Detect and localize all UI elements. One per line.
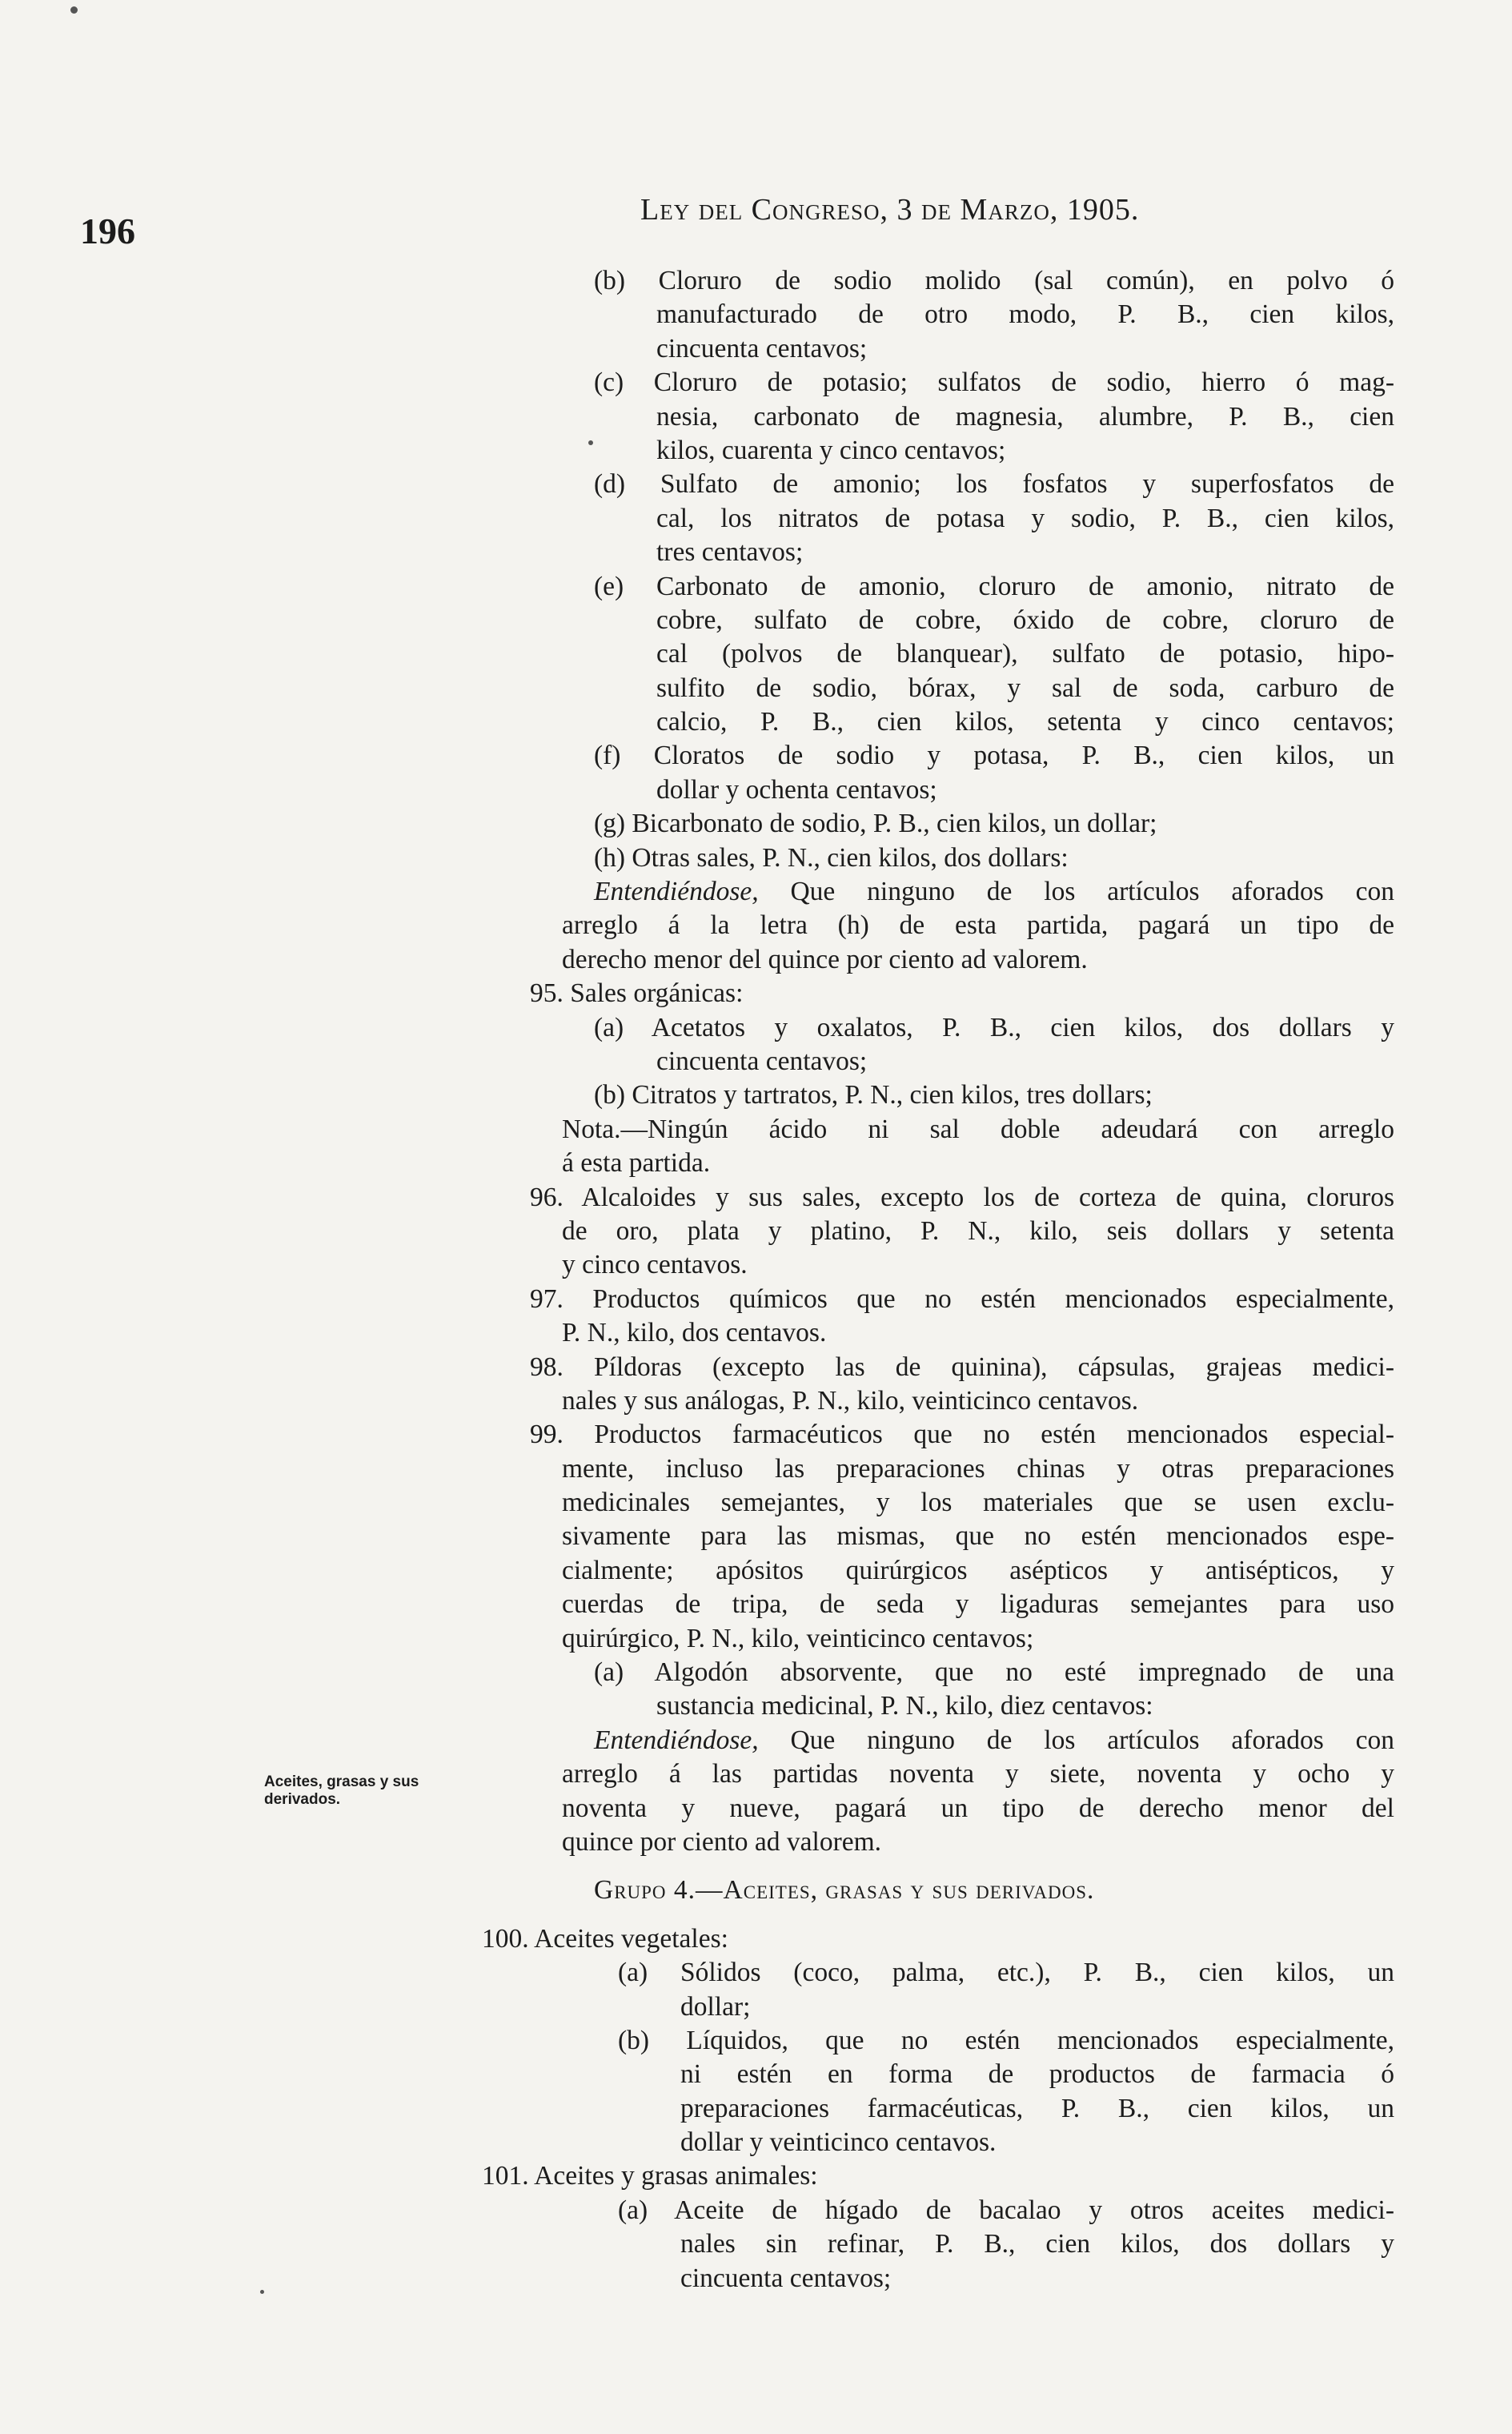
text-line: nales sin refinar, P. B., cien kilos, dos dollars y bbox=[680, 2229, 1394, 2259]
text-line: dollar; bbox=[680, 1991, 751, 2022]
text-line: arreglo á las partidas noventa y siete, noventa y ocho y bbox=[562, 1759, 1394, 1789]
text-line: preparaciones farmacéuticas, P. B., cien kilos, un bbox=[680, 2093, 1394, 2123]
text-line: (a) Algodón absorvente, que no esté impregnado de una bbox=[594, 1657, 1394, 1688]
text-line: derecho menor del quince por ciento ad valorem. bbox=[562, 944, 1088, 974]
text-line: (b) Citratos y tartratos, P. N., cien kilos, tres dollars; bbox=[594, 1080, 1153, 1111]
text-line: 97. Productos químicos que no estén mencionados especialmente, bbox=[530, 1283, 1394, 1314]
text-line: P. N., kilo, dos centavos. bbox=[562, 1318, 827, 1348]
page-number: 196 bbox=[80, 211, 135, 251]
text-line: cobre, sulfato de cobre, óxido de cobre, cloruro de bbox=[656, 604, 1394, 635]
text-line: Nota.—Ningún ácido ni sal doble adeudará con arreglo bbox=[562, 1114, 1394, 1144]
text-line: (a) Sólidos (coco, palma, etc.), P. B., cien kilos, un bbox=[618, 1958, 1394, 1988]
text-line: (d) Sulfato de amonio; los fosfatos y superfosfatos de bbox=[594, 469, 1394, 500]
text-line: calcio, P. B., cien kilos, setenta y cinco centavos; bbox=[656, 707, 1394, 737]
text-line: (a) Aceite de hígado de bacalao y otros aceites medici- bbox=[618, 2195, 1394, 2225]
text-line: 99. Productos farmacéuticos que no estén mencionados especial- bbox=[530, 1420, 1394, 1450]
text-line: de oro, plata y platino, P. N., kilo, seis dollars y setenta bbox=[562, 1215, 1394, 1246]
text-line: tres centavos; bbox=[656, 537, 804, 568]
margin-note: Aceites, grasas y sus derivados. bbox=[264, 1773, 419, 1808]
text-line: (h) Otras sales, P. N., cien kilos, dos dollars: bbox=[594, 842, 1069, 873]
text-line: (b) Cloruro de sodio molido (sal común), en polvo ó bbox=[594, 266, 1394, 295]
text-line: mente, incluso las preparaciones chinas y otras preparaciones bbox=[562, 1453, 1394, 1484]
text-line: cuerdas de tripa, de seda y ligaduras semejantes para uso bbox=[562, 1589, 1394, 1620]
text-line: (e) Carbonato de amonio, cloruro de amonio, nitrato de bbox=[594, 571, 1394, 601]
text-line: Entendiéndose, Que ninguno de los artículos aforados con bbox=[594, 1725, 1394, 1755]
text-line: noventa y nueve, pagará un tipo de derecho menor del bbox=[562, 1793, 1394, 1823]
text-line: arreglo á la letra (h) de esta partida, pagará un tipo de bbox=[562, 910, 1394, 941]
text-line: Entendiéndose, Que ninguno de los artículos aforados con bbox=[594, 877, 1394, 907]
text-line: 96. Alcaloides y sus sales, excepto los de corteza de quina, cloruros bbox=[530, 1182, 1394, 1212]
text-line: (b) Líquidos, que no estén mencionados especialmente, bbox=[618, 2025, 1394, 2055]
text-line: 101. Aceites y grasas animales: bbox=[482, 2161, 818, 2191]
text-line: (a) Acetatos y oxalatos, P. B., cien kilos, dos dollars y bbox=[594, 1012, 1394, 1042]
scan-speck bbox=[588, 440, 593, 445]
text-line: cal, los nitratos de potasa y sodio, P. B., cien kilos, bbox=[656, 503, 1394, 533]
text-line: Grupo 4.—Aceites, grasas y sus derivados. bbox=[594, 1875, 1095, 1906]
text-line: (f) Cloratos de sodio y potasa, P. B., cien kilos, un bbox=[594, 741, 1394, 771]
text-line: 100. Aceites vegetales: bbox=[482, 1923, 728, 1954]
text-line: (g) Bicarbonato de sodio, P. B., cien kilos, un dollar; bbox=[594, 809, 1157, 839]
text-line: ni estén en forma de productos de farmacia ó bbox=[680, 2059, 1394, 2090]
text-line: quirúrgico, P. N., kilo, veinticinco centavos; bbox=[562, 1623, 1034, 1653]
text-line: sulfito de sodio, bórax, y sal de soda, carburo de bbox=[656, 673, 1394, 703]
text-line: medicinales semejantes, y los materiales que se usen exclu- bbox=[562, 1488, 1394, 1518]
running-head: Ley del Congreso, 3 de Marzo, 1905. bbox=[640, 193, 1140, 227]
text-line: nales y sus análogas, P. N., kilo, veinticinco centavos. bbox=[562, 1385, 1139, 1416]
text-line: dollar y veinticinco centavos. bbox=[680, 2127, 997, 2158]
text-line: 98. Píldoras (excepto las de quinina), cápsulas, grajeas medici- bbox=[530, 1352, 1394, 1382]
scan-speck bbox=[260, 2290, 264, 2294]
text-line: cincuenta centavos; bbox=[656, 1046, 868, 1076]
text-line: cialmente; apósitos quirúrgicos asépticos y antisépticos, y bbox=[562, 1555, 1394, 1585]
text-line: quince por ciento ad valorem. bbox=[562, 1826, 882, 1857]
text-line: (c) Cloruro de potasio; sulfatos de sodio, hierro ó mag- bbox=[594, 368, 1394, 398]
text-line: cincuenta centavos; bbox=[680, 2263, 892, 2293]
text-line: kilos, cuarenta y cinco centavos; bbox=[656, 435, 1006, 465]
text-line: sivamente para las mismas, que no estén mencionados espe- bbox=[562, 1521, 1394, 1552]
text-line: y cinco centavos. bbox=[562, 1250, 748, 1280]
body-text bbox=[474, 264, 1394, 2295]
text-line: dollar y ochenta centavos; bbox=[656, 774, 937, 805]
scan-speck bbox=[70, 6, 78, 14]
text-line: sustancia medicinal, P. N., kilo, diez centavos: bbox=[656, 1691, 1153, 1721]
text-line: cal (polvos de blanquear), sulfato de potasio, hipo- bbox=[656, 639, 1394, 669]
text-line: nesia, carbonato de magnesia, alumbre, P. B., cien bbox=[656, 401, 1394, 432]
text-line: manufacturado de otro modo, P. B., cien kilos, bbox=[656, 299, 1394, 330]
text-line: á esta partida. bbox=[562, 1148, 711, 1179]
text-line: cincuenta centavos; bbox=[656, 333, 868, 363]
text-line: 95. Sales orgánicas: bbox=[530, 978, 744, 1009]
